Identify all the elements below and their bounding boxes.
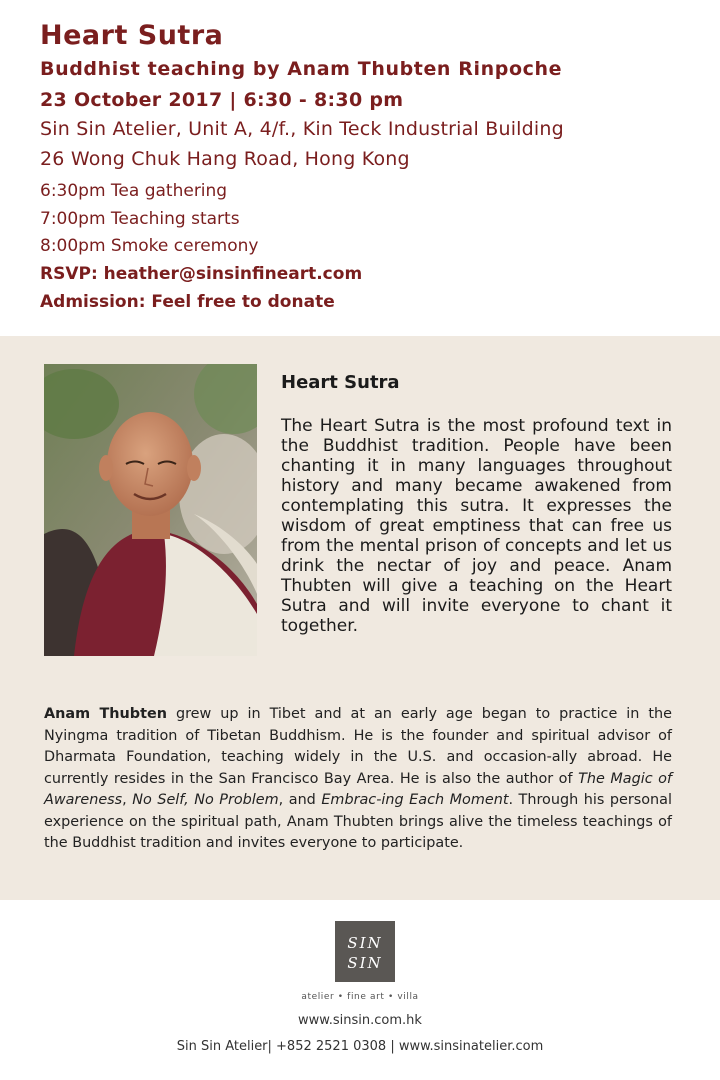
- logo-text-top: SIN: [347, 934, 383, 952]
- logo-text-bottom: SIN: [347, 954, 383, 972]
- schedule-item: 8:00pm Smoke ceremony: [40, 236, 259, 256]
- bio-text: grew up in Tibet and at an early age began to practice in the Nyingma tradition of Tibetan Buddhism. He is the founder and spiritual advisor of Dharmata Foundation, teaching widely in the U.S. and occasion-ally abroad. He currently resides in the San Francisco Bay Area. He is also the author of: [44, 706, 672, 787]
- sinsin-logo: [335, 921, 395, 982]
- bio-name: Anam Thubten: [44, 706, 167, 722]
- event-date: 23 October 2017 | 6:30 - 8:30 pm: [40, 89, 404, 111]
- admission-note: Admission: Feel free to donate: [40, 292, 335, 312]
- book-title: No Self, No Problem: [132, 792, 279, 808]
- bio-text: . Through his personal experience on the spiritual path, Anam Thubten brings alive the timeless teachings of the Buddhist tradition and invites everyone to participate.: [44, 792, 672, 851]
- venue-line-1: Sin Sin Atelier, Unit A, 4/f., Kin Teck Industrial Building: [40, 118, 564, 140]
- sutra-description: The Heart Sutra is the most profound text in the Buddhist tradition. People have been chanting it in many languages throughout history and many became awakened from contemplating this sutra. It expresses the wisdom of great emptiness that can free us from the mental prison of concepts and let us drink the nectar of joy and peace. Anam Thubten will give a teaching on the Heart Sutra and will invite everyone to chant it together.: [281, 416, 672, 636]
- book-title: The Magic of Awareness: [44, 770, 672, 808]
- footer: [0, 900, 720, 1080]
- tagline: atelier • fine art • villa: [301, 992, 419, 1002]
- logo-mark: [335, 921, 395, 982]
- event-subtitle: Buddhist teaching by Anam Thubten Rinpoche: [40, 58, 563, 80]
- venue-line-2: 26 Wong Chuk Hang Road, Hong Kong: [40, 148, 410, 170]
- bio-separator: , and: [278, 792, 322, 808]
- schedule-item: 7:00pm Teaching starts: [40, 209, 240, 229]
- portrait-photo: [44, 364, 257, 656]
- bio-separator: ,: [122, 792, 133, 808]
- contact-line: Sin Sin Atelier| +852 2521 0308 | www.sinsinatelier.com: [176, 1039, 544, 1054]
- rsvp-email[interactable]: RSVP: heather@sinsinfineart.com: [40, 264, 363, 284]
- event-header: [0, 0, 720, 336]
- portrait-illustration: [44, 364, 257, 656]
- website-link[interactable]: www.sinsin.com.hk: [298, 1013, 422, 1028]
- about-panel: [0, 336, 720, 900]
- book-title: Embrac-ing Each Moment: [321, 792, 509, 808]
- section-title: Heart Sutra: [281, 372, 400, 393]
- schedule-item: 6:30pm Tea gathering: [40, 181, 228, 201]
- event-title: Heart Sutra: [40, 20, 224, 51]
- teacher-bio: [44, 704, 672, 855]
